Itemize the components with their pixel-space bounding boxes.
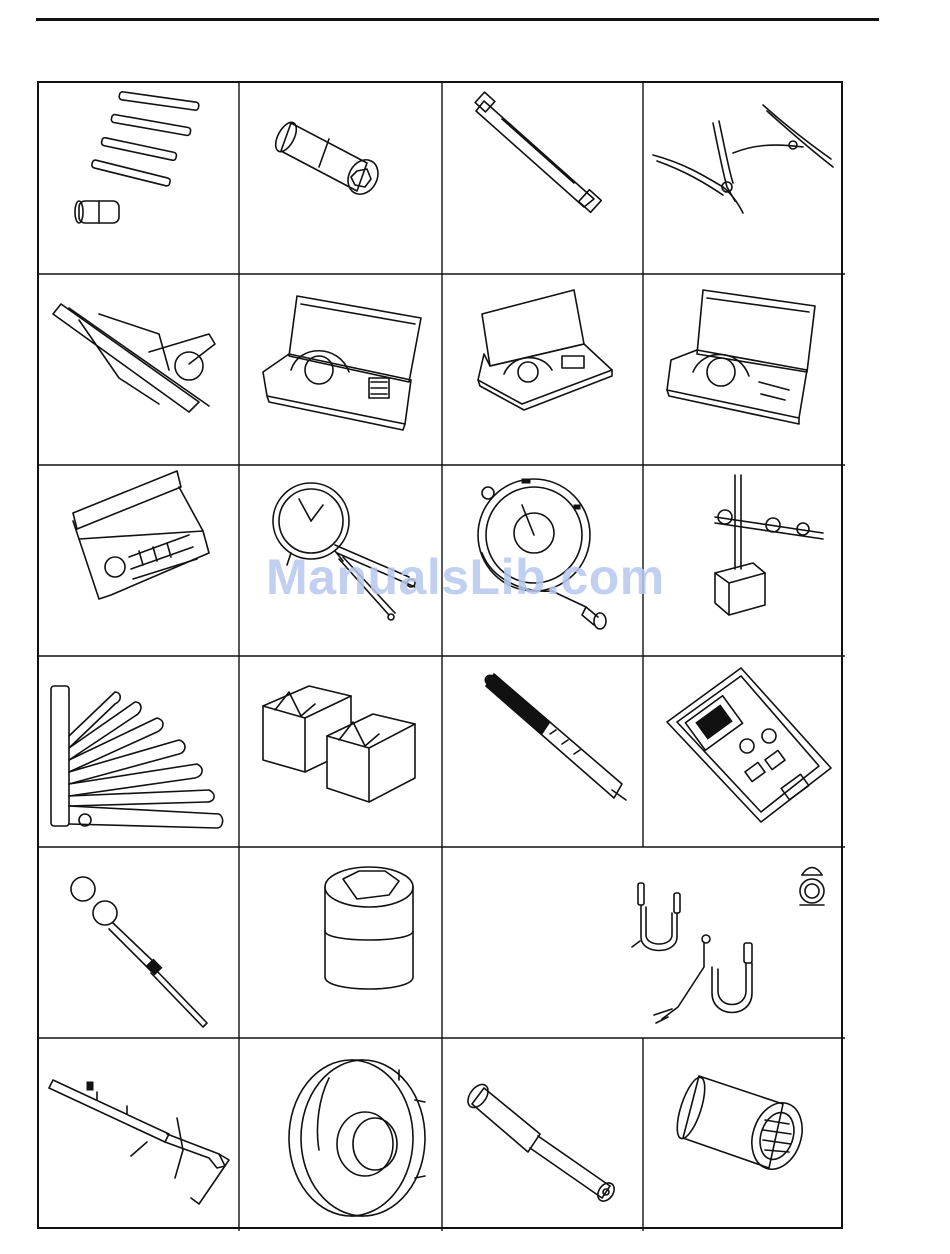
tool-cell-rotor-holder bbox=[239, 1038, 442, 1231]
micrometer-case-large-icon bbox=[643, 274, 845, 465]
tool-cell-pin-punch-set bbox=[39, 83, 239, 274]
tool-cell-extension-bar bbox=[442, 83, 643, 274]
v-blocks-icon bbox=[239, 656, 442, 847]
long-socket-icon bbox=[442, 1038, 643, 1231]
rotor-holder-icon bbox=[239, 1038, 442, 1231]
tool-cell-v-blocks bbox=[239, 656, 442, 847]
vacuum-gauge-hoses-icon bbox=[442, 847, 845, 1038]
snap-ring-pliers-icon bbox=[643, 83, 845, 274]
tool-cell-cylinder-gauge-set bbox=[39, 465, 239, 656]
torque-wrench-icon bbox=[442, 656, 643, 847]
pin-punch-set-icon bbox=[39, 83, 239, 274]
tool-cell-circuit-tester bbox=[643, 656, 845, 847]
oil-filter-socket-icon bbox=[239, 847, 442, 1038]
tool-cell-vernier-caliper bbox=[39, 274, 239, 465]
tool-cell-valve-lapper bbox=[39, 847, 239, 1038]
extension-bar-icon bbox=[442, 83, 643, 274]
cylinder-gauge-set-icon bbox=[39, 465, 239, 656]
circuit-tester-icon bbox=[643, 656, 845, 847]
header-rule bbox=[36, 18, 879, 21]
tool-cell-micrometer-case-large bbox=[643, 274, 845, 465]
crankshaft-holder-icon bbox=[39, 1038, 239, 1231]
manualslib-watermark: ManualsLib.com bbox=[266, 549, 665, 605]
tool-cell-micrometer-case bbox=[239, 274, 442, 465]
magnetic-stand-icon bbox=[643, 465, 845, 656]
tool-cell-vacuum-gauge-hoses bbox=[442, 847, 845, 1038]
tool-cell-long-socket bbox=[442, 1038, 643, 1231]
feeler-gauge-icon bbox=[39, 656, 239, 847]
tool-cell-crankshaft-holder bbox=[39, 1038, 239, 1231]
micrometer-case-small-icon bbox=[442, 274, 643, 465]
tool-cell-deep-socket bbox=[239, 83, 442, 274]
tool-cell-magnetic-stand bbox=[643, 465, 845, 656]
tool-cell-feeler-gauge bbox=[39, 656, 239, 847]
tool-cell-spline-socket bbox=[643, 1038, 845, 1231]
deep-socket-icon bbox=[239, 83, 442, 274]
vernier-caliper-icon bbox=[39, 274, 239, 465]
micrometer-case-icon bbox=[239, 274, 442, 465]
tool-cell-micrometer-case-small bbox=[442, 274, 643, 465]
tool-cell-snap-ring-pliers bbox=[643, 83, 845, 274]
spline-socket-icon bbox=[643, 1038, 845, 1231]
tool-cell-torque-wrench bbox=[442, 656, 643, 847]
tool-cell-oil-filter-socket bbox=[239, 847, 442, 1038]
valve-lapper-icon bbox=[39, 847, 239, 1038]
tool-illustration-grid bbox=[37, 81, 843, 1229]
